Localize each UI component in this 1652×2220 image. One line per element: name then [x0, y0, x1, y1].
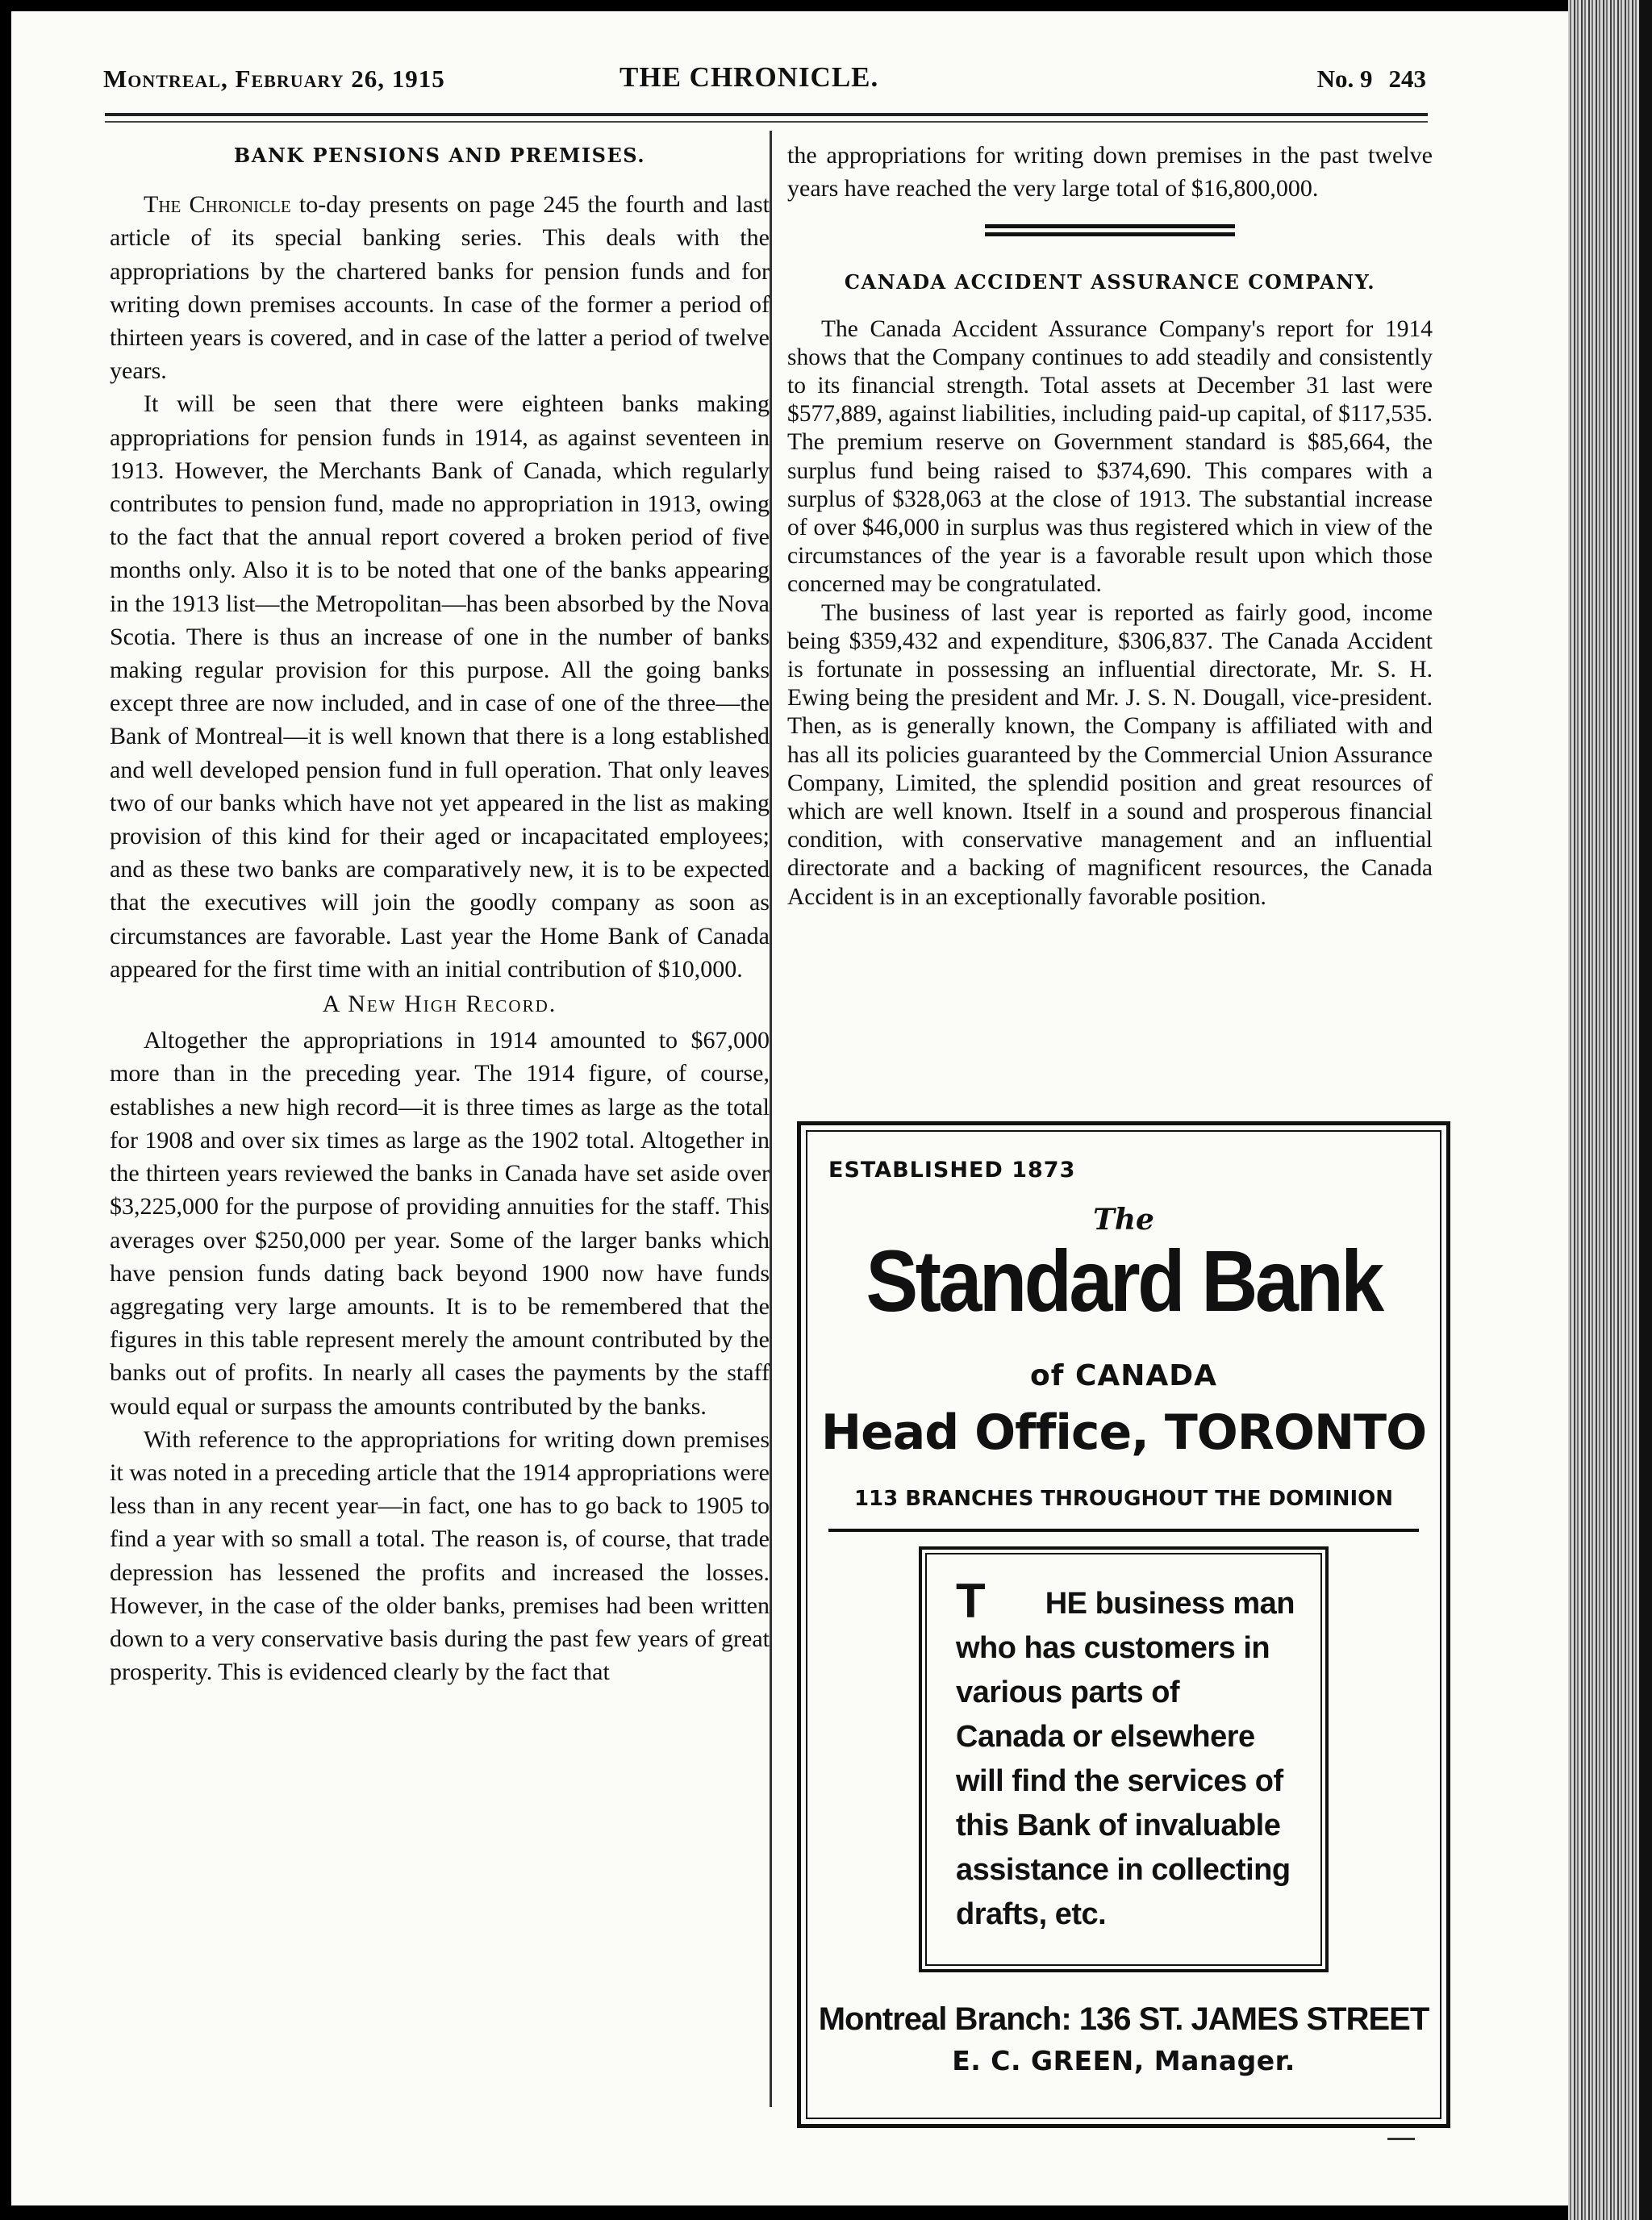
- canada-accident-body: [787, 315, 1433, 912]
- ad-bank-name: Standard Bank: [866, 1232, 1382, 1329]
- ad-message-rest: who has customers in various parts of Canada or elsewhere will find the services of this Bank of invaluable assistance in collecting drafts, etc.: [956, 1631, 1291, 1931]
- paragraph-1-text: to-day presents on page 245 the fourth and last article of its special banking series. This deals with the appropriations by the chartered banks for pension funds and for writing down premises accounts. In case of the former a period of thirteen years is covered, and in case of the latter a period of twelve years.: [110, 191, 770, 385]
- ad-branches: 113 BRANCHES THROUGHOUT THE DOMINION: [853, 1487, 1394, 1511]
- ad-established: ESTABLISHED 1873: [828, 1158, 1076, 1183]
- bank-pensions-paragraph-4: With reference to the appropriations for writing down premises it was noted in a preceding article that the 1914 appropriations were less than in any recent year—in fact, one has to go back to 1905 to find a year with so small a total. The reason is, of course, that trade depression has lessened the profits and increased the losses. However, in the case of the older banks, premises had been written down to a very conservative basis during the past few years of great prosperity. This is evidenced clearly by the fact that: [110, 1425, 770, 1686]
- bank-pensions-paragraph-2: It will be seen that there were eighteen banks making appropriations for pension funds in 1914, as against seventeen in 1913. However, the Merchants Bank of Canada, which regularly contributes to pension fund, made no appropriation in 1913, owing to the fact that the annual report covered a broken period of five months only. Also it is to be noted that one of the banks appearing in the 1913 list—the Metropolitan—has been absorbed by the Nova Scotia. There is thus an increase of one in the number of banks making regular provision for this purpose. All the going banks except three are now included, and in case of one of the three—the Bank of Montreal—it is well known that there is a long established and well developed pension fund in full operation. That only leaves two of our banks which have not yet appeared in the list as making provision of this kind for their aged or incapacitated employees; and as these two banks are comparatively new, it is to be expected that the executives will join the goodly company as soon as circumstances are favorable. Last year the Home Bank of Canada appeared for the first time with an initial contribution of $10,000.: [110, 390, 770, 983]
- ad-manager: E. C. GREEN, Manager.: [952, 2045, 1295, 2076]
- ad-branch-address: Montreal Branch: 136 ST. JAMES STREET: [818, 2001, 1429, 2037]
- canada-accident-paragraph-1: The Canada Accident Assurance Company's report for 1914 shows that the Company continues to add steadily and consistently to its financial strength. Total assets at December 31 last were $577,889, against liabilities, including paid-up capital, of $117,535. The premium reserve on Government standard is $85,664, the surplus fund being raised to $374,690. This compares with a surplus of $328,063 at the close of 1913. The substantial increase of over $46,000 in surplus was thus registered which in view of the circumstances of the year is a favorable result upon which those concerned may be congratulated.: [787, 315, 1433, 598]
- canada-accident-paragraph-2: The business of last year is reported as fairly good, income being $359,432 and expenditure, $306,837. The Canada Accident is fortunate in possessing an influential directorate, Mr. S. H. Ewing being the president and Mr. J. S. N. Dougall, vice-president. Then, as is generally known, the Company is affiliated with and has all its policies guaranteed by the Commercial Union Assurance Company, Limited, the splendid position and great resources of which are well known. Itself in a sound and prosperous financial condition, with conservative management and an influential directorate and a backing of magnificent resources, the Canada Accident is in an exceptionally favorable position.: [787, 599, 1433, 910]
- header-issue-page: [1317, 65, 1426, 94]
- header-page-number: 243: [1388, 65, 1426, 93]
- premises-continuation: the appropriations for writing down premises in the past twelve years have reached the very large total of $16,800,000.: [787, 142, 1433, 202]
- ad-of-canada: of CANADA: [1030, 1359, 1217, 1392]
- canada-accident-title: CANADA ACCIDENT ASSURANCE COMPANY.: [844, 270, 1376, 294]
- header-rule: [105, 113, 1428, 116]
- ad-rule: [828, 1529, 1419, 1532]
- scan-border: [1639, 0, 1652, 2220]
- chronicle-name: The Chronicle: [144, 191, 291, 219]
- ad-the: The: [1093, 1203, 1154, 1237]
- ad-message-first-line: HE business man: [1045, 1587, 1295, 1621]
- right-column: [787, 139, 1433, 912]
- bank-pensions-title: BANK PENSIONS AND PREMISES.: [233, 144, 646, 167]
- ad-drop-cap: T: [956, 1574, 986, 1628]
- bank-pensions-paragraph-1: [110, 188, 770, 387]
- header-dateline: Montreal, February 26, 1915: [103, 65, 445, 93]
- header-masthead: THE CHRONICLE.: [620, 61, 879, 93]
- page-header: [103, 58, 1426, 106]
- left-column: [110, 139, 770, 1688]
- bank-pensions-paragraph-3: Altogether the appropriations in 1914 amounted to $67,000 more than in the preceding year. The 1914 figure, of course, establishes a new high record—it is three times as large as the total for 1908 and over six times as large as the 1902 total. Altogether in the thirteen years reviewed the banks in Canada have set aside over $3,225,000 for the purpose of providing annuities for the staff. This averages over $250,000 per year. Some of the larger banks which have pension funds dating back beyond 1900 now have funds aggregating very large amounts. It is to be remembered that the figures in this table represent merely the amount contributed by the banks out of profits. In nearly all cases the payments by the staff would equal or surpass the amounts contributed by the banks.: [110, 1027, 770, 1420]
- page-edges: [1568, 0, 1639, 2220]
- ad-message-box: [919, 1546, 1329, 1972]
- ad-message: [956, 1574, 1295, 1937]
- footer-mark: [1387, 2138, 1415, 2140]
- ad-head-office: Head Office, TORONTO: [820, 1404, 1427, 1461]
- header-rule-thin: [105, 121, 1428, 123]
- new-high-record-subhead: A New High Record.: [322, 991, 557, 1018]
- standard-bank-advertisement: [797, 1121, 1450, 2128]
- header-issue: No. 9: [1316, 65, 1373, 93]
- section-separator: [985, 224, 1235, 236]
- column-divider: [770, 131, 772, 2107]
